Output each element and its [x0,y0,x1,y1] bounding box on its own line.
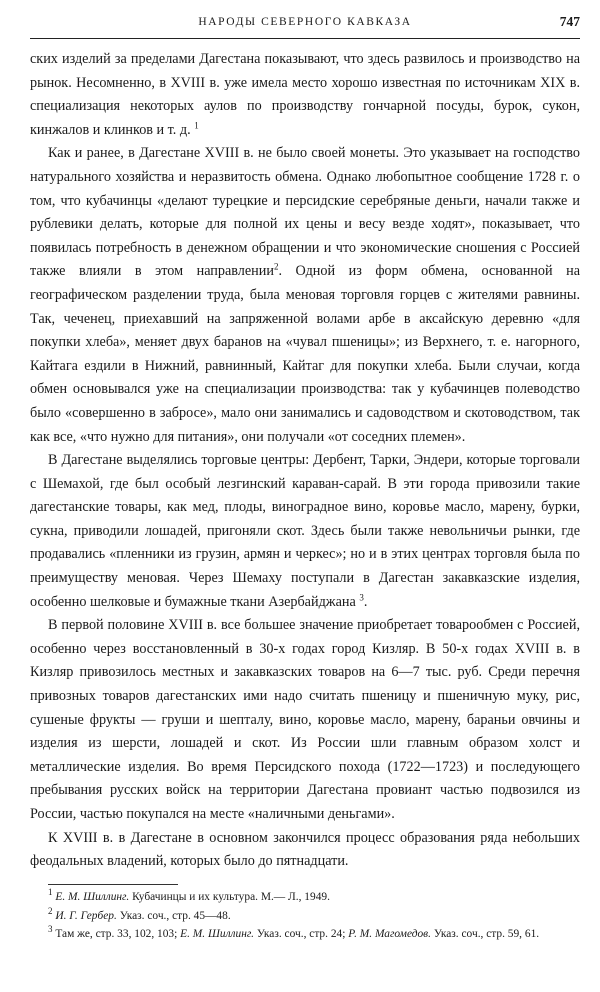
paragraph-3 [30,449,580,614]
footnote-3-number: 3 [48,924,53,935]
footnote-2-number: 2 [48,905,53,916]
footnote-3 [30,925,580,944]
main-text [30,48,580,874]
paragraph-1 [30,48,580,142]
footnote-2-text: Указ. соч., стр. 45—48. [119,909,231,922]
paragraph-2 [30,142,580,449]
footnote-3-text-a: Там же, стр. 33, 102, 103; [55,928,178,941]
paragraph-5: К XVIII в. в Дагестане в основном закончился процесс образования ряда небольших феодальных владений, которых было до пятнадцати. [30,829,580,870]
footnote-ref-2: 2 [273,261,279,272]
running-header [30,16,580,39]
footnote-3-text-c: Указ. соч., стр. 59, 61. [433,928,540,941]
footnote-2-author: И. Г. Гербер. [55,909,117,922]
footnote-1-number: 1 [48,887,53,898]
footnote-2 [30,907,580,926]
paragraph-3-tail: . [363,593,368,610]
footnote-1 [30,888,580,907]
footnotes [30,884,580,944]
running-header-title: НАРОДЫ СЕВЕРНОГО КАВКАЗА [198,16,412,28]
footnote-3-author-b: Р. М. Магомедов. [348,928,431,941]
page-number: 747 [559,14,580,29]
paragraph-4: В первой половине XVIII в. все большее значение приобретает товарообмен с Россией, особенно через восстановленный в 30-х годах город Кизляр. В 50-х годах XVIII в. в Кизляр привозилось местных и закавказских товаров на 6—7 тыс. руб. Среди перечня привозных товаров дагестанских ими надо считать пшеницу и пшеничную муку, рис, сушеные фрукты — груши и шепталу, вино, коровье масло, марену, бараньи овчины и изделия из шерсти, лошадей и скот. Из России шли главным образом холст и металлические изделия. Во время Персидского похода (1722—1723) и последующего пребывания русских войск на территории Дагестана провиант частью подвозился из России, частью покупался на месте «наличными деньгами». [30,617,580,822]
footnote-divider [48,884,178,885]
footnote-ref-1: 1 [194,120,199,131]
footnote-1-author: Е. М. Шиллинг. [55,891,130,903]
footnote-3-text-b: Указ. соч., стр. 24; [256,928,346,941]
footnote-1-text: Кубачинцы и их культура. М.— Л., 1949. [132,891,330,903]
footnote-3-author-a: Е. М. Шиллинг. [180,928,254,941]
paragraph-2-tail: . Одной из форм обмена, основанной на географическом разделении труда, была меновая торговля горцев с жителями равнины. Так, чеченец, приехавший на запряженной волами арбе в аксайскую деревню «для покупки хлеба», меняет двух баранов на «чувал пшеницы»; из Верхнего, т. е. нагорного, Кайтага ездили в Нижний, равнинный, Кайтаг для покупки хлеба. Были случаи, когда обмен основывался уже на специализации производства: так у кубачинцев полеводство было «совершенно в забросе», мало они занимались и садоводством и скотоводством, так как все, «что нужно для питания», они получали «от соседних племен». [30,263,580,445]
paragraph-2-text: Как и ранее, в Дагестане XVIII в. не было своей монеты. Это указывает на господство натурального хозяйства и неразвитость обмена. Однако любопытное сообщение 1728 г. о том, что кубачинцы «делают турецкие и персидские серебряные деньги, начали также и рублевики делать, которые для полной их цены и весу везде ходят», показывает, что появилась потребность в денежном обращении и что экономические сношения с Россией также влияли в этом направлении [30,145,580,280]
paragraph-1-text: ских изделий за пределами Дагестана показывают, что здесь развилось и производство на рынок. Несомненно, в XVIII в. уже имела место хорошо известная по источникам XIX в. специализация некоторых аулов по производству гончарной посуды, бурок, сукон, кинжалов и клинков и т. д. [30,51,580,138]
paragraph-3-text: В Дагестане выделялись торговые центры: Дербент, Тарки, Эндери, которые торговали с Шемахой, где был особый лезгинский караван-сарай. В эти города привозили такие дагестанские товары, как мед, плоды, виноградное вино, коровье масло, марену, бурки, сукна, приводили лошадей, пригоняли скот. Здесь были также невольничьи рынки, где продавались «пленники из грузин, армян и черкес»; но и в этих центрах торговля была по преимуществу меновая. Через Шемаху поступали в Дагестан закавказские изделия, особенно шелковые и бумажные ткани Азербайджана [30,452,580,610]
footnote-ref-3: 3 [359,591,364,602]
